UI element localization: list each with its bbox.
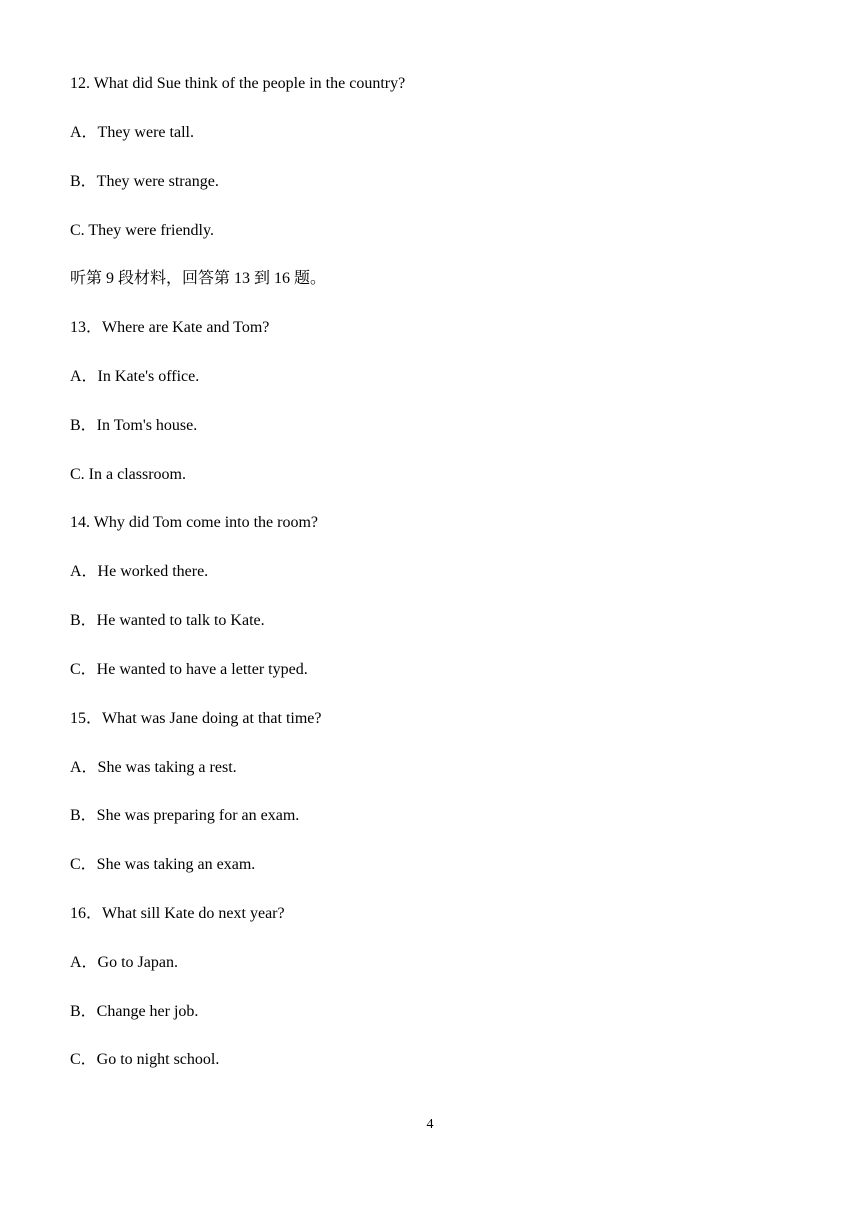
question-15: 15．What was Jane doing at that time?	[70, 710, 322, 727]
question-12: 12. What did Sue think of the people in the country?	[70, 75, 406, 92]
question-15-option-c: C．She was taking an exam.	[70, 856, 256, 873]
question-14-option-a: A．He worked there.	[70, 563, 209, 580]
question-14: 14. Why did Tom come into the room?	[70, 514, 319, 531]
section-instruction: 听第 9 段材料，回答第 13 到 16 题。	[70, 270, 327, 287]
question-12-option-a: A．They were tall.	[70, 124, 194, 141]
question-15-option-a: A．She was taking a rest.	[70, 759, 237, 776]
question-14-option-b: B．He wanted to talk to Kate.	[70, 612, 265, 629]
question-13: 13．Where are Kate and Tom?	[70, 319, 270, 336]
question-13-option-c: C. In a classroom.	[70, 466, 186, 483]
question-16-option-b: B．Change her job.	[70, 1003, 199, 1020]
question-16-option-a: A．Go to Japan.	[70, 954, 178, 971]
question-12-option-b: B．They were strange.	[70, 173, 219, 190]
question-14-option-c: C．He wanted to have a letter typed.	[70, 661, 308, 678]
question-16-option-c: C．Go to night school.	[70, 1051, 220, 1068]
question-15-option-b: B．She was preparing for an exam.	[70, 807, 300, 824]
question-16: 16．What sill Kate do next year?	[70, 905, 285, 922]
question-13-option-a: A．In Kate's office.	[70, 368, 200, 385]
question-12-option-c: C. They were friendly.	[70, 222, 214, 239]
page-number: 4	[426, 1117, 434, 1132]
question-13-option-b: B．In Tom's house.	[70, 417, 198, 434]
